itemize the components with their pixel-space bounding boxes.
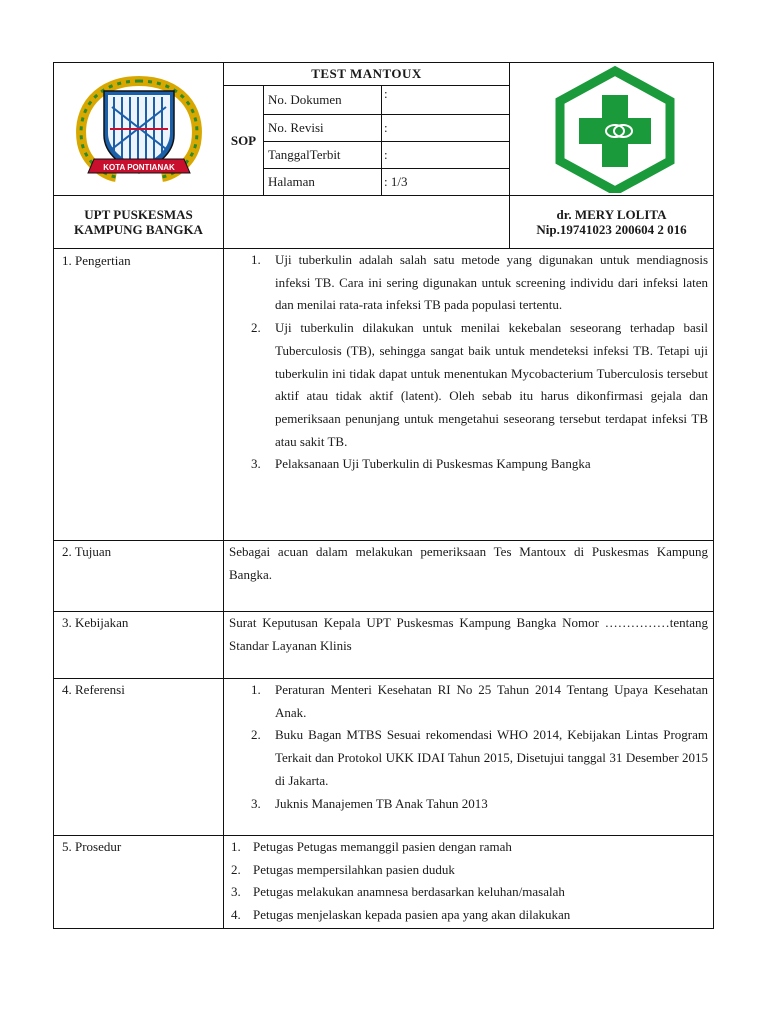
health-logo-cell	[510, 63, 714, 196]
prosedur-list	[224, 836, 708, 927]
logo-banner-text: KOTA PONTIANAK	[103, 163, 175, 172]
list-item: 2. Petugas mempersilahkan pasien duduk	[231, 861, 455, 877]
section-label-referensi	[54, 679, 224, 836]
list-item: 1. Petugas Petugas memanggil pasien dengan ramah	[231, 839, 512, 854]
pengertian-content	[224, 249, 714, 541]
signer-name: dr. MERY LOLITA	[556, 207, 667, 222]
list-item: 1. Peraturan Menteri Kesehatan RI No 25 Tahun 2014 Tentang Upaya Kesehatan Anak.	[251, 682, 709, 720]
signer-nip: Nip.19741023 200604 2 016	[536, 222, 687, 237]
meta-value-no-dokumen: :	[382, 86, 510, 115]
section-label-pengertian	[54, 249, 224, 541]
sop-document-table	[53, 62, 714, 929]
puskesmas-logo	[520, 65, 710, 193]
kebijakan-text: Surat Keputusan Kepala UPT Puskesmas Kampung Bangka Nomor ……………tentang Standar Layanan Klinis	[229, 615, 709, 653]
organization-name	[54, 196, 224, 249]
kebijakan-content	[224, 612, 714, 679]
city-logo-cell	[54, 63, 224, 196]
meta-value-halaman: : 1/3	[382, 169, 510, 196]
tujuan-label-text: 2. Tujuan	[62, 544, 112, 559]
list-item: 4. Petugas menjelaskan kepada pasien apa yang akan dilakukan	[231, 907, 571, 923]
list-item: 2. Buku Bagan MTBS Sesuai rekomendasi WHO 2014, Kebijakan Lintas Program Terkait dan Protokol UKK IDAI Tahun 2015, Disetujui tanggal 31 Desember 2015 di Jakarta.	[251, 727, 709, 788]
list-item: 3. Pelaksanaan Uji Tuberkulin di Puskesmas Kampung Bangka	[251, 456, 591, 472]
tujuan-text: Sebagai acuan dalam melakukan pemeriksaan Tes Mantoux di Puskesmas Kampung Bangka.	[229, 544, 709, 582]
referensi-label-text: 4. Referensi	[62, 682, 125, 697]
sop-label: SOP	[224, 86, 264, 196]
signer-block	[510, 196, 714, 249]
list-item: 2. Uji tuberkulin dilakukan untuk menilai kekebalan seseorang terhadap basil Tuberculosis (TB), sehingga sangat baik untuk mendeteksi infeksi TB. Tetapi uji tuberkulin ini tidak dapat untuk menentukan Mycobacterium Tuberculosis tersebut aktif atau tidak aktif (latent). Oleh sebab itu harus dikonfirmasi gejala dan pemeriksaan penunjang untuk mengetahui seseorang tersebut terdapat infeksi TB atau sakit TB.	[251, 320, 709, 449]
referensi-content	[224, 679, 714, 836]
kota-pontianak-logo	[54, 63, 224, 191]
section-label-tujuan	[54, 541, 224, 612]
tujuan-content	[224, 541, 714, 612]
list-item: 3. Petugas melakukan anamnesa berdasarkan keluhan/masalah	[231, 884, 565, 900]
meta-label-halaman: Halaman	[264, 169, 382, 196]
meta-value-no-revisi: :	[382, 115, 510, 142]
pengertian-list	[229, 249, 708, 476]
list-item: 1. Uji tuberkulin adalah salah satu metode yang digunakan untuk mendiagnosis infeksi TB. Cara ini sering digunakan untuk screening individu dari infeksi laten dan menilai rata-rata infeksi TB pada populasi tertentu.	[251, 252, 709, 313]
pengertian-label-text: 1. Pengertian	[62, 253, 131, 268]
prosedur-content	[224, 836, 714, 929]
org-line-2: KAMPUNG BANGKA	[74, 222, 203, 237]
section-label-prosedur	[54, 836, 224, 929]
meta-value-tanggal-terbit: :	[382, 142, 510, 169]
meta-label-no-dokumen: No. Dokumen	[264, 86, 382, 115]
meta-label-no-revisi: No. Revisi	[264, 115, 382, 142]
list-item: 3. Juknis Manajemen TB Anak Tahun 2013	[251, 795, 488, 811]
meta-label-tanggal-terbit: TanggalTerbit	[264, 142, 382, 169]
document-title: TEST MANTOUX	[224, 63, 510, 86]
org-line-1: UPT PUSKESMAS	[84, 207, 193, 222]
referensi-list	[229, 679, 708, 815]
kebijakan-label-text: 3. Kebijakan	[62, 615, 129, 630]
section-label-kebijakan	[54, 612, 224, 679]
empty-signature-area	[224, 196, 510, 249]
prosedur-label-text: 5. Prosedur	[62, 839, 122, 854]
